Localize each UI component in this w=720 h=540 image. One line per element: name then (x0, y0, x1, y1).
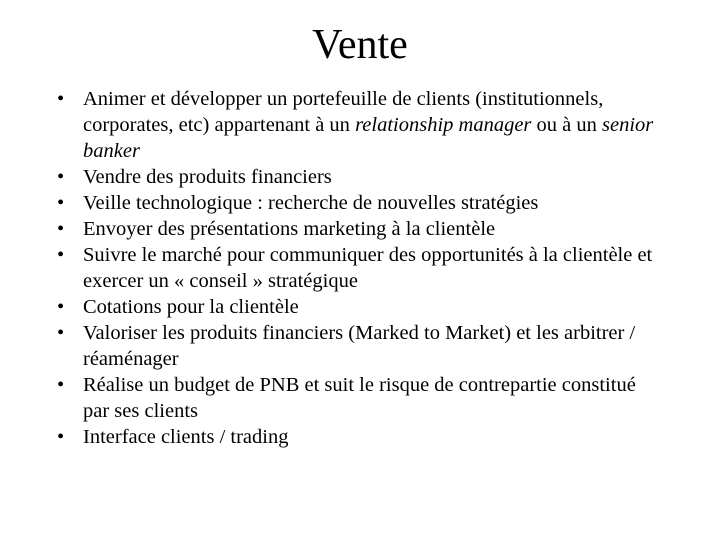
bullet-text-italic: senior banker (83, 114, 654, 162)
bullet-item (57, 424, 657, 450)
bullet-item (57, 320, 657, 372)
bullet-icon: • (57, 192, 65, 214)
bullet-text: Veille technologique : recherche de nouvelles stratégies (83, 192, 539, 214)
bullet-icon: • (57, 88, 65, 110)
bullet-list (57, 86, 657, 450)
bullet-text: Envoyer des présentations marketing à la clientèle (83, 218, 496, 240)
bullet-text-italic: relationship manager (355, 114, 532, 136)
bullet-text: Valoriser les produits financiers (Marked to Market) et les arbitrer / réaménager (83, 322, 636, 370)
bullet-icon: • (57, 218, 65, 240)
bullet-item (57, 164, 657, 190)
bullet-text: Animer et développer un portefeuille de clients (institutionnels, corporates, etc) appartenant à un (83, 88, 604, 136)
bullet-icon: • (57, 166, 65, 188)
bullet-item (57, 372, 657, 424)
bullet-text: Interface clients / trading (83, 426, 289, 448)
bullet-icon: • (57, 374, 65, 396)
bullet-icon: • (57, 322, 65, 344)
bullet-item (57, 242, 657, 294)
slide-title: Vente (312, 22, 408, 68)
bullet-text: Vendre des produits financiers (83, 166, 332, 188)
bullet-item (57, 294, 657, 320)
bullet-item (57, 190, 657, 216)
bullet-icon: • (57, 296, 65, 318)
bullet-icon: • (57, 426, 65, 448)
bullet-text: Réalise un budget de PNB et suit le risque de contrepartie constitué par ses clients (83, 374, 636, 422)
bullet-text: Cotations pour la clientèle (83, 296, 299, 318)
bullet-item (57, 216, 657, 242)
bullet-text: Suivre le marché pour communiquer des opportunités à la clientèle et exercer un « conseil » stratégique (83, 244, 653, 292)
bullet-item (57, 86, 657, 164)
bullet-text: ou à un (531, 114, 603, 136)
bullet-icon: • (57, 244, 65, 266)
